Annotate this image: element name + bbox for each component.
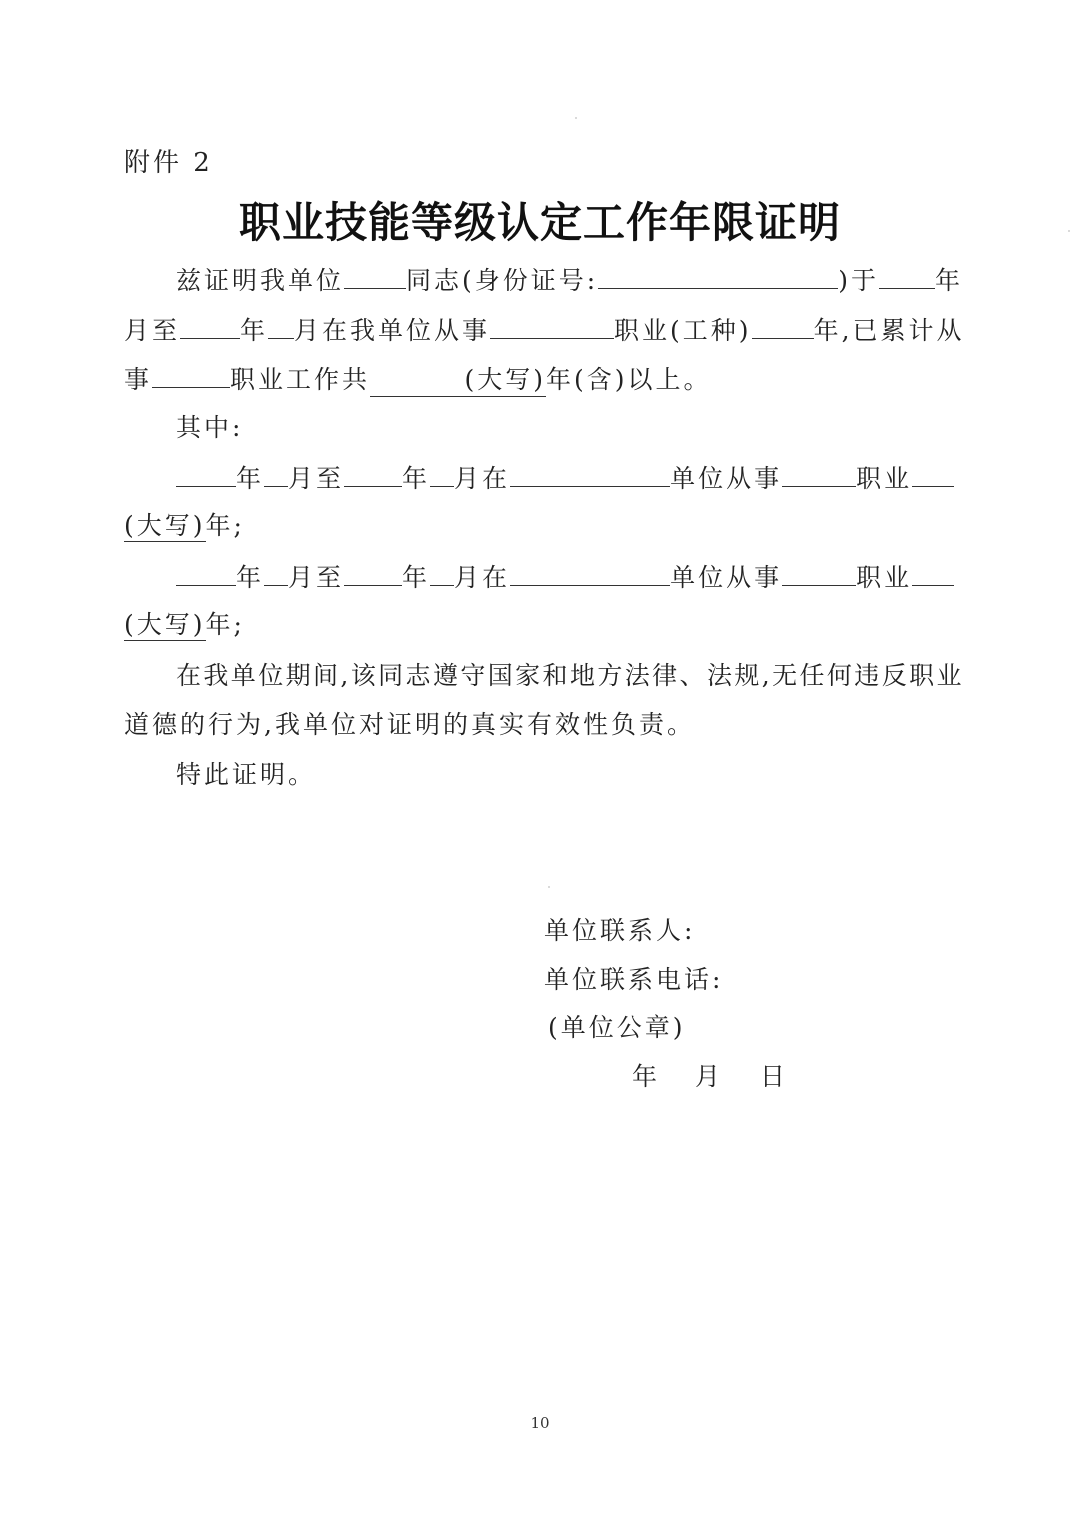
entry-2-month-to-text: 月至	[288, 563, 345, 592]
end-month-blank[interactable]	[268, 314, 294, 339]
engage-text: 月在我单位从事	[294, 316, 491, 345]
entry-2-years-blank[interactable]	[912, 561, 954, 586]
entry-1-occupation-text: 职业	[856, 464, 913, 493]
entry-1-line-2	[124, 511, 245, 541]
entry-1-year-end-text: 年;	[205, 511, 245, 540]
entry-1-unit-blank[interactable]	[510, 462, 670, 487]
entry-2-month-at-text: 月在	[454, 563, 511, 592]
entry-1-year-text-2: 年	[402, 464, 431, 493]
scan-speck	[548, 886, 550, 888]
year-text: 年	[934, 266, 963, 295]
occupation-blank[interactable]	[490, 314, 614, 339]
year-text-2: 年	[240, 316, 269, 345]
entry-2-unit-blank[interactable]	[510, 561, 670, 586]
id-label: 身份证号:	[474, 266, 599, 295]
compliance-line-2: 道德的行为,我单位对证明的真实有效性负责。	[124, 710, 695, 739]
total-years-daxie-blank[interactable]	[370, 365, 546, 397]
certify-line-2	[124, 314, 965, 346]
entry-2-occupation-blank[interactable]	[782, 561, 856, 586]
entry-1-year-text: 年	[236, 464, 265, 493]
daxie-label: (大写)	[464, 365, 547, 394]
date-month-label: 月	[695, 1062, 724, 1091]
entry-1-line-1	[176, 462, 954, 494]
entry-2-daxie-label[interactable]: (大写)	[124, 610, 206, 639]
date-year-label: 年	[632, 1062, 661, 1091]
entry-2-start-year-blank[interactable]	[176, 561, 236, 586]
document-title: 职业技能等级认定工作年限证明	[238, 198, 841, 247]
years-blank[interactable]	[752, 314, 814, 339]
unit-seal-label: (单位公章)	[548, 1013, 686, 1042]
year-text-3: 年,	[813, 316, 853, 345]
compliance-line-1: 在我单位期间,该同志遵守国家和地方法律、法规,无任何违反职业	[176, 661, 964, 690]
date-day-label: 日	[760, 1062, 789, 1091]
entry-2-line-2	[124, 610, 245, 640]
cumulative-occupation-blank[interactable]	[152, 363, 230, 388]
contact-phone-label: 单位联系电话:	[544, 965, 724, 994]
breakdown-intro: 其中:	[176, 413, 244, 442]
occupation-total-text: 职业工作共	[230, 365, 371, 394]
entry-1-month-at-text: 月在	[454, 464, 511, 493]
entry-2-year-text: 年	[236, 563, 265, 592]
certify-line-3	[124, 363, 712, 397]
id-number-blank[interactable]	[598, 264, 838, 289]
years-inclusive-text: 年(含)以上。	[546, 365, 712, 394]
end-year-blank[interactable]	[180, 314, 240, 339]
scan-speck	[575, 117, 577, 119]
scan-speck	[1068, 230, 1070, 232]
entry-1-daxie-label[interactable]: (大写)	[124, 511, 206, 540]
since-text: )于	[838, 266, 879, 295]
month-to-text: 月至	[124, 316, 181, 345]
entry-1-start-year-blank[interactable]	[176, 462, 236, 487]
entry-1-unit-work-text: 单位从事	[670, 464, 783, 493]
entry-2-occupation-text: 职业	[856, 563, 913, 592]
entry-2-line-1	[176, 561, 954, 593]
comrade-text: 同志(	[406, 266, 475, 295]
entry-2-start-month-blank[interactable]	[264, 561, 288, 586]
closing-statement: 特此证明。	[176, 760, 317, 789]
page-number: 10	[530, 1414, 550, 1432]
contact-person-label: 单位联系人:	[544, 916, 696, 945]
name-blank[interactable]	[344, 264, 406, 289]
entry-1-end-month-blank[interactable]	[430, 462, 454, 487]
occupation-type-text: 职业(工种)	[614, 316, 752, 345]
entry-2-year-text-2: 年	[402, 563, 431, 592]
cumulative-text: 已累计从	[852, 316, 965, 345]
attachment-label: 附件 2	[124, 148, 213, 178]
entry-2-end-year-blank[interactable]	[344, 561, 402, 586]
certify-intro-text: 兹证明我单位	[176, 266, 345, 295]
entry-1-start-month-blank[interactable]	[264, 462, 288, 487]
certify-line-1	[176, 264, 963, 296]
entry-1-occupation-blank[interactable]	[782, 462, 856, 487]
start-year-blank[interactable]	[879, 264, 935, 289]
entry-2-end-month-blank[interactable]	[430, 561, 454, 586]
entry-1-end-year-blank[interactable]	[344, 462, 402, 487]
entry-1-years-blank[interactable]	[912, 462, 954, 487]
engage-text-2: 事	[124, 365, 153, 394]
entry-1-month-to-text: 月至	[288, 464, 345, 493]
entry-2-year-end-text: 年;	[205, 610, 245, 639]
entry-2-unit-work-text: 单位从事	[670, 563, 783, 592]
